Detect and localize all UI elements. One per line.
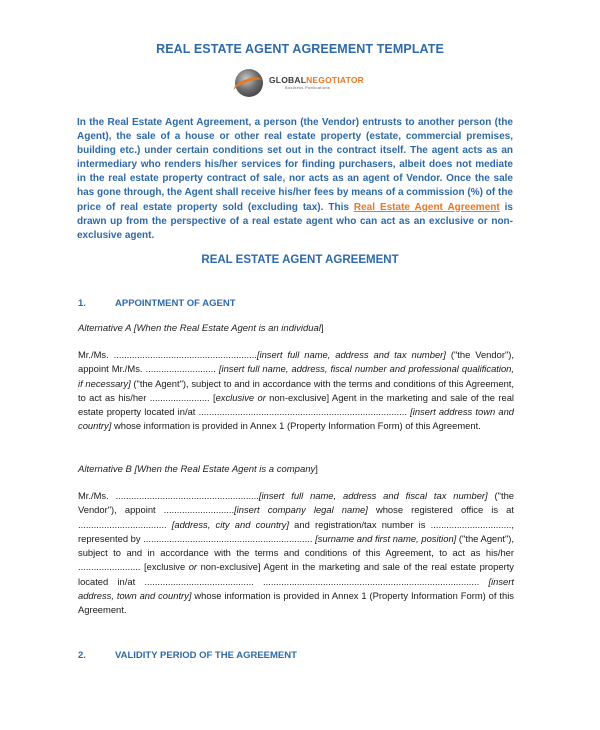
logo-brand — [269, 76, 364, 85]
intro-paragraph — [77, 116, 513, 243]
section-number: 1. — [78, 298, 86, 309]
logo-tagline: Business Publications — [285, 85, 331, 91]
alt-b-condition: When the Real Estate Agent is a company — [137, 464, 316, 475]
intro-text-after: is drawn up from the perspective of a real estate agent who can act as an exclusive or non-exclusive agent. — [77, 201, 513, 241]
placeholder-text: [insert company legal name] — [234, 504, 368, 516]
text: ("the Vendor"), appoint Mr./Ms. ........................... — [78, 349, 514, 375]
alternative-a-paragraph — [78, 348, 514, 434]
alt-b-close: ] — [315, 464, 318, 475]
text: and registration/tax number is ..............................., represented by ................................................................. — [78, 518, 515, 544]
intro-text-before: In the Real Estate Agent Agreement, a person (the Vendor) entrusts to another person (the Agent), the sale of a house or other real estate property (estate, commercial premises, building etc.) under certain conditions set out in the contract itself. The agent acts as an intermediary who renders his/her services for finding purchasers, albeit does not mediate in the real estate property contract of sale, nor acts as an agent of Vendor. Once the sale has gone through, the Agent shall receive his/her fees by means of a commission (%) of the price of real estate property sold (excluding tax). This — [77, 117, 513, 213]
text: whose information is provided in Annex 1 (Property Information Form) of this Agreement. — [78, 590, 514, 616]
placeholder-text: [insert address town and country] — [78, 406, 514, 432]
placeholder-text: [insert full name, address, fiscal number and professional qualification, if necessary] — [78, 363, 515, 389]
alt-b-prefix: Alternative B [ — [78, 464, 138, 475]
placeholder-text: or — [257, 391, 266, 403]
alt-a-condition: When the Real Estate Agent is an individual — [136, 323, 321, 334]
document-title: REAL ESTATE AGENT AGREEMENT TEMPLATE — [156, 42, 444, 56]
text: non-exclusive] Agent in the marketing and sale of the real estate property located in/at .......................................... ................................................................................... — [78, 561, 514, 587]
alternative-b-label — [78, 464, 318, 475]
section-number: 2. — [78, 650, 86, 661]
alt-a-close: ] — [320, 323, 324, 334]
text: whose information is provided in Annex 1 (Property Information Form) of this Agreement. — [111, 420, 481, 432]
section-2-heading — [78, 650, 297, 661]
placeholder-text: [insert address, town and country] — [78, 575, 514, 602]
section-title: VALIDITY PERIOD OF THE AGREEMENT — [115, 650, 297, 661]
placeholder-text: exclusive — [215, 391, 258, 403]
text: Mr./Ms. ....................................................... — [78, 349, 257, 360]
agreement-link[interactable]: Real Estate Agent Agreement — [353, 201, 500, 213]
logo-brand-part2: NEGOTIATOR — [306, 74, 364, 85]
logo — [235, 68, 364, 98]
text: non-exclusive] Agent in the marketing and sale of the real estate property located in/at ................................................................................ — [78, 391, 514, 418]
text: whose registered office is at .................................. — [78, 504, 515, 530]
section-title: APPOINTMENT OF AGENT — [115, 298, 236, 309]
placeholder-text: [address, city and country] — [171, 518, 289, 530]
placeholder-text: or — [188, 561, 198, 573]
placeholder-text: [insert full name, address and tax number] — [256, 349, 446, 360]
logo-text — [269, 76, 364, 91]
globe-icon — [235, 69, 263, 97]
alternative-a-label — [78, 323, 324, 334]
text: Mr./Ms. ....................................................... — [78, 490, 259, 501]
text: ("the Vendor"), appoint ........................... — [78, 490, 514, 516]
swoosh-icon — [232, 74, 265, 96]
agreement-heading: REAL ESTATE AGENT AGREEMENT — [201, 254, 399, 266]
alt-a-prefix: Alternative A [ — [78, 323, 137, 334]
alternative-b-paragraph — [78, 489, 514, 618]
text: ("the Agent"), subject to and in accordance with the terms and conditions of this Agreement, to act as his/her ....................... [ — [78, 377, 514, 403]
placeholder-text: [surname and first name, position] — [315, 532, 457, 544]
logo-brand-part1: GLOBAL — [269, 74, 307, 85]
text: ("the Agent"), subject to and in accordance with the terms and conditions of this Agreement, to act as his/her ........................ [exclusive — [78, 532, 515, 573]
section-1-heading — [78, 298, 236, 309]
placeholder-text: [insert full name, address and fiscal tax number] — [258, 490, 488, 501]
